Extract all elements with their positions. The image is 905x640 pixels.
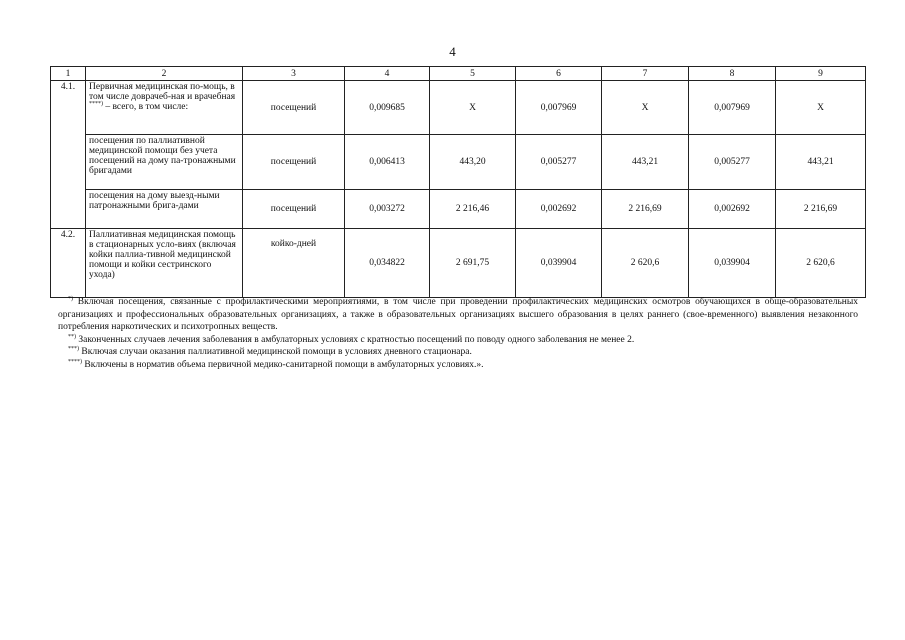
row-description: посещения по паллиативной медицинской помощи без учета посещений на дому па-тронажными бригадами: [86, 135, 243, 190]
value-cell: 0,039904: [689, 229, 776, 298]
value-cell: 443,20: [430, 135, 516, 190]
value-cell: 2 620,6: [602, 229, 689, 298]
unit-cell: посещений: [243, 135, 345, 190]
page-number: 4: [449, 44, 456, 59]
value-cell: X: [776, 81, 866, 135]
footnote: *) Включая посещения, связанные с профилактическими мероприятиями, в том числе при проведении профилактических медицинских осмотров обучающихся в обще-образовательных организациях и профессиональных образовательных организациях, а также в образовательных организациях высшего образования в целях раннего (свое-временного) выявления незаконного потребления наркотических и психотропных веществ.: [58, 295, 858, 332]
footnote-mark: ****): [68, 358, 82, 365]
row-number: [51, 135, 86, 190]
value-cell: 0,003272: [345, 190, 430, 229]
footnote: ***) Включая случаи оказания паллиативной медицинской помощи в условиях дневного стационара.: [68, 345, 472, 357]
header-cell: 1: [51, 67, 86, 81]
value-cell: 0,034822: [345, 229, 430, 298]
value-cell: 0,009685: [345, 81, 430, 135]
header-cell: 8: [689, 67, 776, 81]
header-cell: 7: [602, 67, 689, 81]
table-row: [51, 190, 866, 229]
header-cell: 9: [776, 67, 866, 81]
row-description: Паллиативная медицинская помощь в стационарных усло-виях (включая койки паллиа-тивной медицинской помощи и койки сестринского ухода): [86, 229, 243, 298]
header-cell: 5: [430, 67, 516, 81]
value-cell: 0,002692: [689, 190, 776, 229]
value-cell: 0,005277: [689, 135, 776, 190]
footnote: **) Законченных случаев лечения заболевания в амбулаторных условиях с кратностью посещений по поводу одного заболевания не менее 2.: [68, 333, 635, 345]
unit-cell: посещений: [243, 190, 345, 229]
norms-table: [50, 66, 866, 298]
header-cell: 2: [86, 67, 243, 81]
unit-cell: койко-дней: [243, 229, 345, 298]
unit-cell: посещений: [243, 81, 345, 135]
value-cell: 443,21: [602, 135, 689, 190]
value-cell: X: [602, 81, 689, 135]
value-cell: 2 216,69: [776, 190, 866, 229]
header-cell: 3: [243, 67, 345, 81]
row-description: Первичная медицинская по-мощь, в том числе доврачеб-ная и врачебная ****) – всего, в том числе:: [86, 81, 243, 135]
row-description: посещения на дому выезд-ными патронажными брига-дами: [86, 190, 243, 229]
header-cell: 6: [516, 67, 602, 81]
footnotes: [58, 296, 858, 371]
header-cell: 4: [345, 67, 430, 81]
value-cell: 2 216,46: [430, 190, 516, 229]
value-cell: 0,006413: [345, 135, 430, 190]
row-number: 4.2.: [51, 229, 86, 298]
footnote-mark: **): [68, 333, 76, 340]
value-cell: 0,039904: [516, 229, 602, 298]
value-cell: 2 620,6: [776, 229, 866, 298]
value-cell: 0,007969: [516, 81, 602, 135]
footnote: ****) Включены в норматив объема первичной медико-санитарной помощи в амбулаторных условиях.».: [68, 358, 484, 370]
row-number: 4.1.: [51, 81, 86, 135]
value-cell: 0,007969: [689, 81, 776, 135]
row-number: [51, 190, 86, 229]
value-cell: 2 691,75: [430, 229, 516, 298]
value-cell: 0,005277: [516, 135, 602, 190]
header-row: [51, 67, 866, 81]
footnote-mark: *): [68, 295, 73, 302]
table-row: [51, 229, 866, 298]
value-cell: 443,21: [776, 135, 866, 190]
table-row: [51, 81, 866, 135]
value-cell: 0,002692: [516, 190, 602, 229]
value-cell: X: [430, 81, 516, 135]
footnote-ref: ****): [89, 100, 103, 107]
footnote-mark: ***): [68, 345, 79, 352]
table-row: [51, 135, 866, 190]
value-cell: 2 216,69: [602, 190, 689, 229]
